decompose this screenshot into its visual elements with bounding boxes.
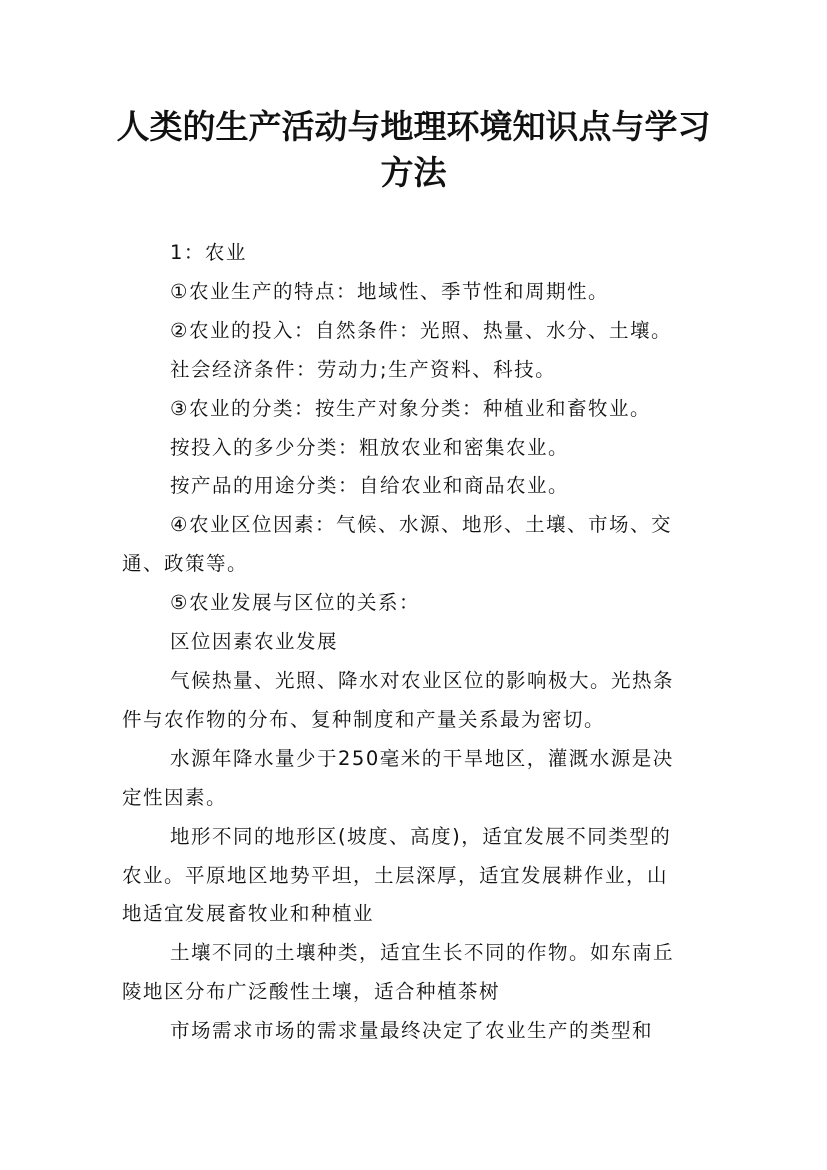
paragraph-line: 定性因素。 <box>122 785 228 809</box>
paragraph-line: 市场需求市场的需求量最终决定了农业生产的类型和 <box>170 1019 654 1043</box>
paragraph-line: ④农业区位因素：气候、水源、地形、土壤、市场、交 <box>170 513 672 537</box>
title-line-1: 人类的生产活动与地理环境知识点与学习 <box>116 107 711 146</box>
paragraph-line: 按产品的用途分类：自给农业和商品农业。 <box>170 474 570 498</box>
paragraph-line: ③农业的分类：按生产对象分类：种植业和畜牧业。 <box>170 396 651 420</box>
paragraph-line: 地适宜发展畜牧业和种植业 <box>122 902 375 926</box>
paragraph-line: 气候热量、光照、降水对农业区位的影响极大。光热条 <box>170 668 675 692</box>
paragraph-line: 陵地区分布广泛酸性土壤，适合种植茶树 <box>122 980 501 1004</box>
paragraph-line: ⑤农业发展与区位的关系： <box>170 591 420 615</box>
paragraph-line: 地形不同的地形区(坡度、高度)，适宜发展不同类型的 <box>170 824 672 848</box>
document-title <box>0 104 827 196</box>
title-line-2: 方法 <box>380 153 447 192</box>
paragraph-line: 水源年降水量少于250毫米的干旱地区，灌溉水源是决 <box>170 746 674 770</box>
paragraph-line: 件与农作物的分布、复种制度和产量关系最为密切。 <box>122 707 606 731</box>
paragraph-line: 农业。平原地区地势平坦，土层深厚，适宜发展耕作业，山 <box>122 863 669 887</box>
paragraph-line: ②农业的投入：自然条件：光照、热量、水分、土壤。 <box>170 318 672 342</box>
paragraph-line: 区位因素农业发展 <box>170 630 339 654</box>
document-body <box>122 234 712 1051</box>
paragraph-line: 土壤不同的土壤种类，适宜生长不同的作物。如东南丘 <box>170 941 675 965</box>
paragraph-line: 社会经济条件：劳动力;生产资料、科技。 <box>170 357 557 381</box>
paragraph-line: 1：农业 <box>170 241 247 264</box>
paragraph-line: 按投入的多少分类：粗放农业和密集农业。 <box>170 435 570 459</box>
paragraph-line: ①农业生产的特点：地域性、季节性和周期性。 <box>170 279 609 303</box>
paragraph-line: 通、政策等。 <box>122 552 249 576</box>
